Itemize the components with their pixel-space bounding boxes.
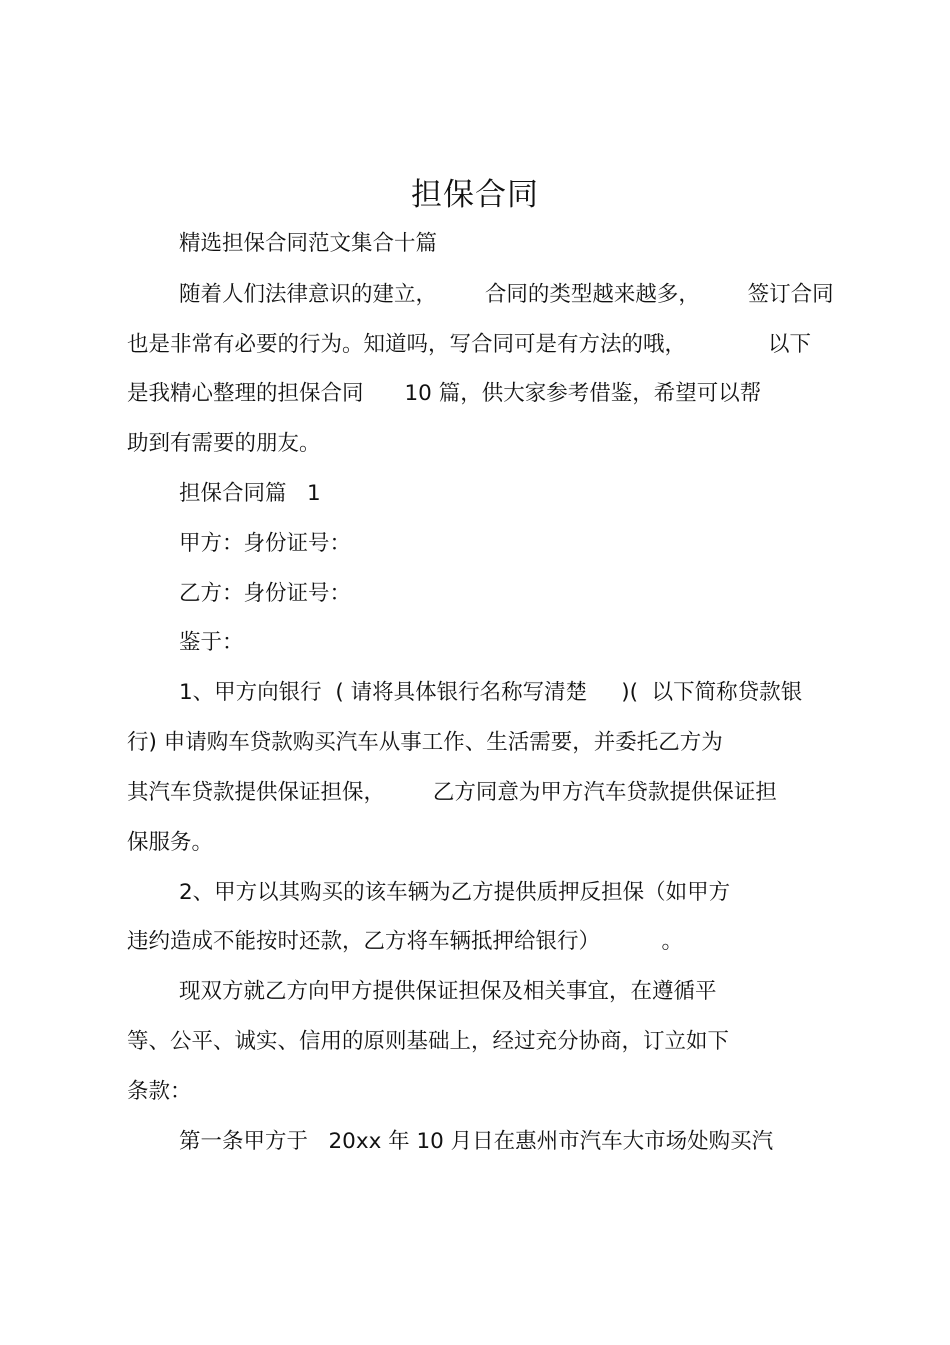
paragraph-line: 第一条甲方于 20xx 年 10 月日在惠州市汽车大市场处购买汽 [179, 1129, 774, 1154]
subtitle-line: 精选担保合同范文集合十篇 [179, 231, 438, 256]
document-title: 担保合同 [411, 177, 539, 213]
paragraph-line: 行) 申请购车贷款购买汽车从事工作、生活需要，并委托乙方为 [127, 730, 723, 755]
paragraph-line: 违约造成不能按时还款，乙方将车辆抵押给银行） 。 [127, 929, 684, 954]
paragraph-line: 助到有需要的朋友。 [127, 431, 321, 456]
paragraph-line: 现双方就乙方向甲方提供保证担保及相关事宜，在遵循平 [179, 979, 717, 1004]
paragraph-line: 是我精心整理的担保合同 10 篇，供大家参考借鉴，希望可以帮 [127, 381, 762, 406]
party-b-line: 乙方：身份证号： [179, 581, 352, 606]
paragraph-line: 1、甲方向银行 ( 请将具体银行名称写清楚 )( 以下简称贷款银 [179, 680, 803, 705]
paragraph-line: 其汽车贷款提供保证担保， 乙方同意为甲方汽车贷款提供保证担 [127, 780, 777, 805]
paragraph-line: 保服务。 [127, 830, 214, 855]
paragraph-line: 也是非常有必要的行为。知道吗，写合同可是有方法的哦， 以下 [127, 332, 812, 357]
paragraph-line: 2、甲方以其购买的该车辆为乙方提供质押反担保（如甲方 [179, 880, 731, 905]
whereas-line: 鉴于： [179, 630, 244, 655]
paragraph-line: 条款： [127, 1079, 192, 1104]
paragraph-line: 等、公平、诚实、信用的原则基础上，经过充分协商，订立如下 [127, 1029, 730, 1054]
party-a-line: 甲方：身份证号： [179, 531, 352, 556]
paragraph-line: 随着人们法律意识的建立， 合同的类型越来越多， 签订合同 [179, 282, 834, 307]
section-heading: 担保合同篇 1 [179, 481, 321, 506]
